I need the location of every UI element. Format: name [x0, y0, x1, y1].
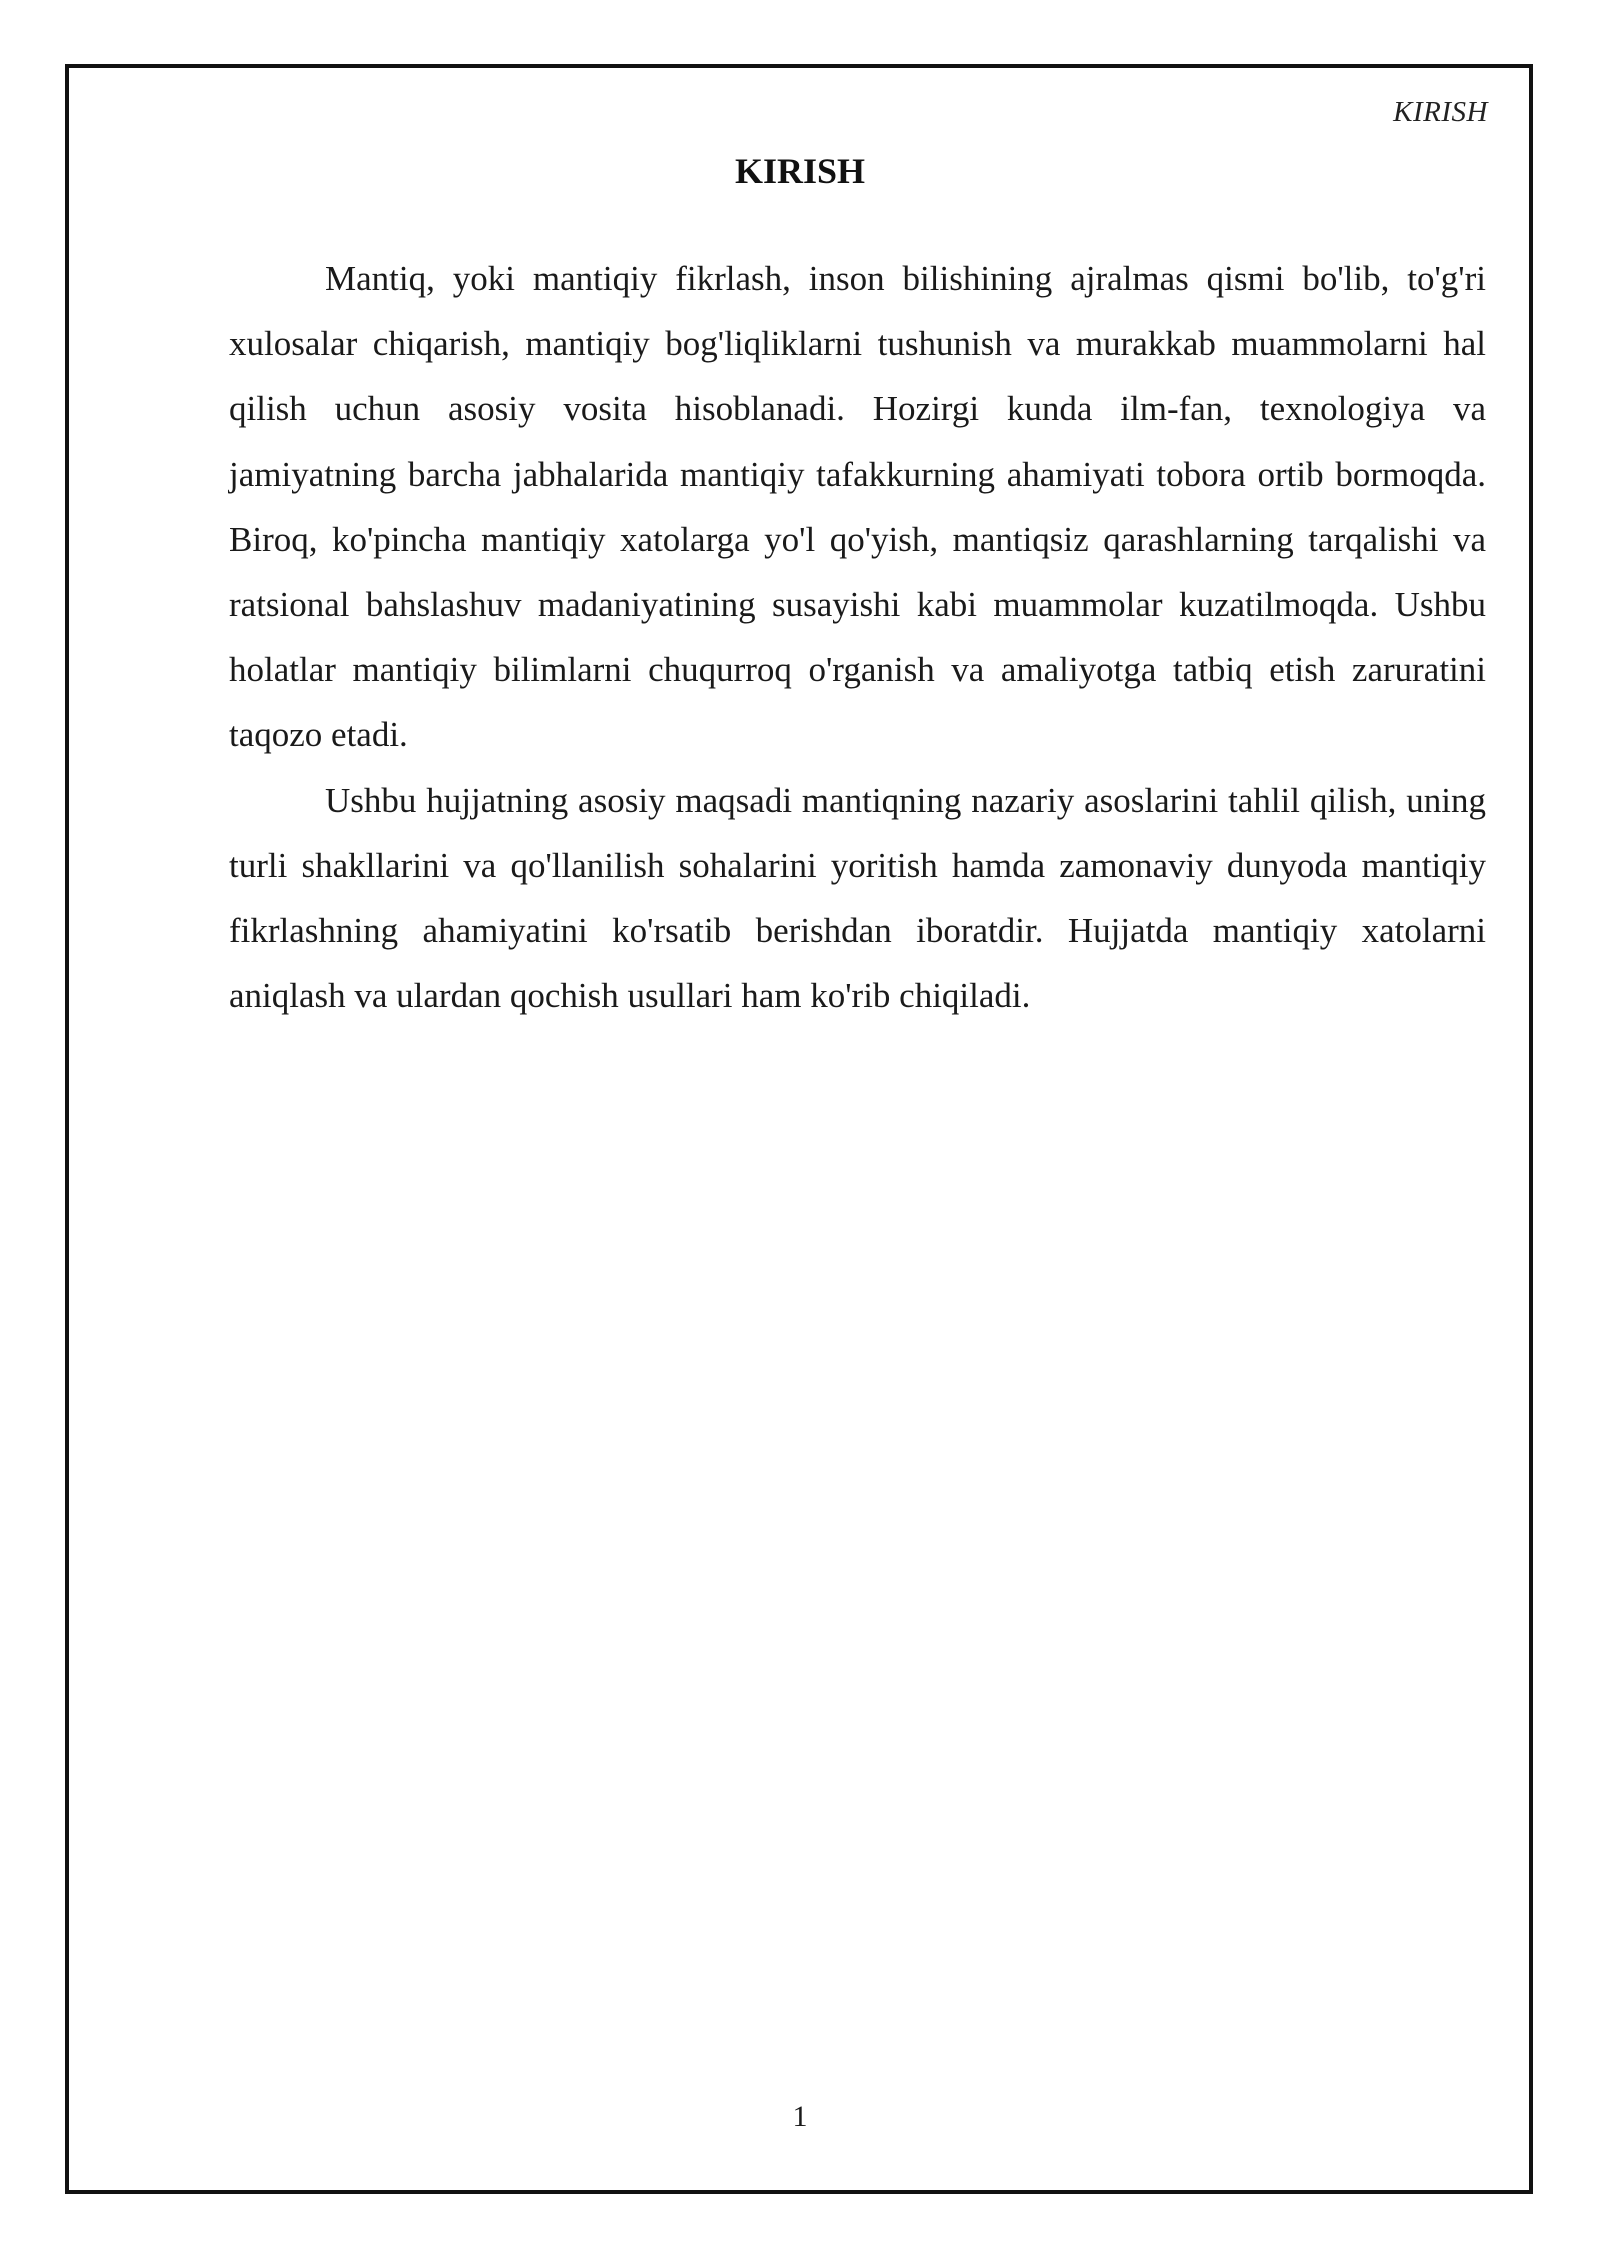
paragraph: Mantiq, yoki mantiqiy fikrlash, inson bilishining ajralmas qismi bo'lib, to'g'ri xulosalar chiqarish, mantiqiy bog'liqliklarni tushunish va murakkab muammolarni hal qilish uchun asosiy vosita hisoblanadi. Hozirgi kunda ilm-fan, texnologiya va jamiyatning barcha jabhalarida mantiqiy tafakkurning ahamiyati tobora ortib bormoqda. Biroq, ko'pincha mantiqiy xatolarga yo'l qo'yish, mantiqsiz qarashlarning tarqalishi va ratsional bahslashuv madaniyatining susayishi kabi muammolar kuzatilmoqda. Ushbu holatlar mantiqiy bilimlarni chuqurroq o'rganish va amaliyotga tatbiq etish zaruratini taqozo etadi.: [229, 259, 1486, 755]
running-header: KIRISH: [1393, 96, 1488, 128]
page-number: 1: [792, 2100, 808, 2133]
chapter-title: KIRISH: [734, 151, 866, 191]
paragraph: Ushbu hujjatning asosiy maqsadi mantiqning nazariy asoslarini tahlil qilish, uning turli shakllarini va qo'llanilish sohalarini yoritish hamda zamonaviy dunyoda mantiqiy fikrlashning ahamiyatini ko'rsatib berishdan iboratdir. Hujjatda mantiqiy xatolarni aniqlash va ulardan qochish usullari ham ko'rib chiqiladi.: [229, 780, 1486, 1016]
body-text: [229, 246, 1486, 1028]
